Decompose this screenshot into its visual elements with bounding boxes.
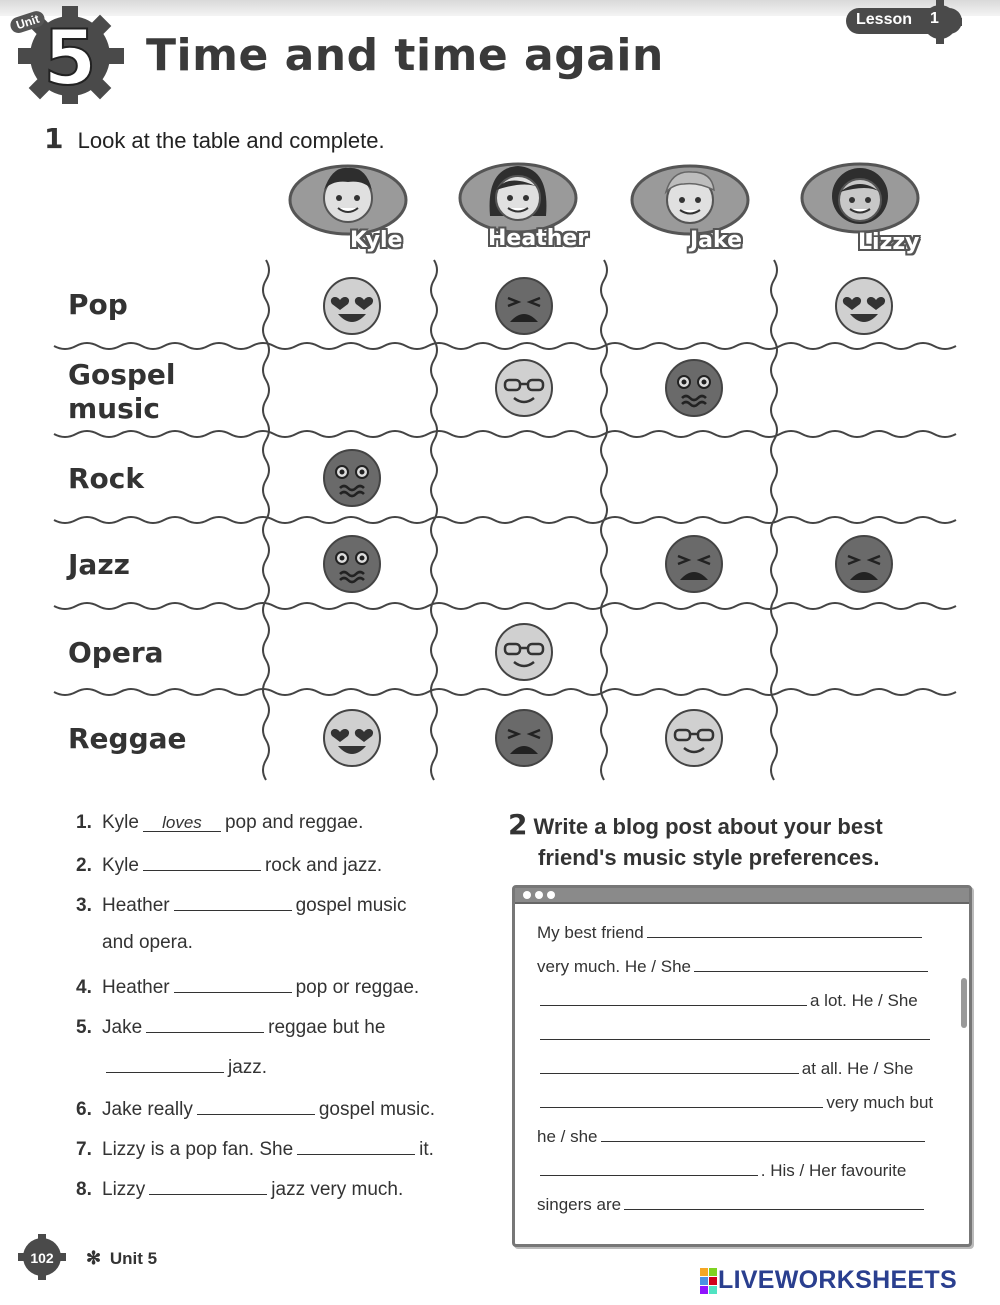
emoji-like-icon bbox=[494, 622, 554, 682]
emoji-dislike-icon bbox=[322, 448, 382, 508]
blog-blank[interactable] bbox=[694, 956, 928, 972]
sentence-number: 3. bbox=[76, 895, 92, 916]
sentence-7 bbox=[76, 1054, 267, 1079]
sentence-9 bbox=[76, 1136, 434, 1161]
lesson-number: 1 bbox=[930, 10, 939, 27]
unit-label: Unit bbox=[8, 9, 47, 35]
sentence-3 bbox=[76, 892, 407, 917]
answer-blank[interactable] bbox=[174, 892, 292, 911]
sentence-text: Lizzy bbox=[102, 1179, 146, 1200]
answer-blank[interactable] bbox=[174, 974, 292, 993]
blog-text: very much but bbox=[826, 1093, 934, 1112]
exercise1-instruction bbox=[44, 122, 385, 155]
sentence-text: pop and reggae. bbox=[224, 812, 364, 833]
blog-text: a lot. He / She bbox=[810, 991, 918, 1010]
emoji-hate-icon bbox=[664, 534, 724, 594]
blog-blank[interactable] bbox=[540, 990, 807, 1006]
sentence-4 bbox=[76, 932, 193, 954]
row-label-reggae: Reggae bbox=[68, 722, 187, 755]
exercise1-number: 1 bbox=[44, 122, 64, 155]
sentence-text: Jake really bbox=[102, 1099, 193, 1120]
blog-title-bar bbox=[515, 888, 969, 904]
sentence-text: it. bbox=[419, 1139, 434, 1160]
liveworksheets-logo-icon bbox=[700, 1266, 718, 1298]
blog-blank[interactable] bbox=[540, 1058, 799, 1074]
maximize-dot-icon bbox=[547, 891, 555, 899]
footer-unit bbox=[86, 1248, 157, 1269]
row-label-pop: Pop bbox=[68, 288, 128, 321]
sentence-text: and opera. bbox=[102, 932, 193, 953]
sentence-number: 6. bbox=[76, 1099, 92, 1120]
blog-line-5 bbox=[537, 1058, 913, 1079]
blog-scrollbar[interactable] bbox=[961, 978, 967, 1028]
sentence-text: gospel music. bbox=[318, 1099, 435, 1120]
sentence-number: 7. bbox=[76, 1139, 92, 1160]
blog-line-7 bbox=[537, 1126, 928, 1147]
blog-line-3 bbox=[537, 990, 918, 1011]
blog-line-9 bbox=[537, 1194, 927, 1215]
sentence-number: 4. bbox=[76, 977, 92, 998]
sentence-text: jazz very much. bbox=[271, 1179, 404, 1200]
sentence-text: Lizzy is a pop fan. She bbox=[102, 1139, 294, 1160]
sentence-text: Heather bbox=[102, 895, 170, 916]
exercise2-instruction bbox=[508, 808, 883, 873]
exercise2-line1: Write a blog post about your best bbox=[533, 814, 883, 839]
grid-row-divider bbox=[54, 517, 956, 523]
blog-blank[interactable] bbox=[624, 1194, 924, 1210]
blog-text: at all. He / She bbox=[801, 1059, 914, 1078]
exercise1-text: Look at the table and complete. bbox=[77, 128, 385, 153]
grid-column-divider bbox=[431, 260, 437, 780]
blog-line-4 bbox=[537, 1024, 933, 1045]
emoji-love-icon bbox=[322, 708, 382, 768]
exercise2-line2: friend's music style preferences. bbox=[538, 845, 880, 870]
grid-column-divider bbox=[263, 260, 269, 780]
sentence-text: jazz. bbox=[228, 1057, 268, 1078]
page-number: 102 bbox=[30, 1250, 54, 1266]
grid-row-divider bbox=[54, 689, 956, 695]
blog-text: . His / Her favourite bbox=[760, 1161, 907, 1180]
sentence-10 bbox=[76, 1176, 403, 1201]
sentence-6 bbox=[76, 1014, 385, 1039]
sentence-5 bbox=[76, 974, 419, 999]
sentence-text: Kyle bbox=[102, 855, 139, 876]
sentence-text: pop or reggae. bbox=[295, 977, 420, 998]
minimize-dot-icon bbox=[535, 891, 543, 899]
emoji-dislike-icon bbox=[322, 534, 382, 594]
answer-blank[interactable] bbox=[143, 852, 261, 871]
sentence-text: rock and jazz. bbox=[264, 855, 383, 876]
page-title: Time and time again bbox=[146, 30, 664, 81]
grid-row-divider bbox=[54, 431, 956, 437]
kyle-name: Kyle bbox=[350, 228, 403, 253]
sentence-number: 5. bbox=[76, 1017, 92, 1038]
blog-blank[interactable] bbox=[540, 1160, 758, 1176]
emoji-hate-icon bbox=[494, 708, 554, 768]
sentence-text: Heather bbox=[102, 977, 170, 998]
emoji-hate-icon bbox=[494, 276, 554, 336]
footer-unit-text: Unit 5 bbox=[109, 1249, 158, 1268]
emoji-love-icon bbox=[322, 276, 382, 336]
blog-text: he / she bbox=[537, 1127, 598, 1146]
lizzy-name: Lizzy bbox=[858, 230, 920, 255]
blog-line-8 bbox=[537, 1160, 906, 1181]
sentence-number: 8. bbox=[76, 1179, 92, 1200]
lesson-label: Lesson bbox=[856, 11, 913, 28]
blog-text: singers are bbox=[537, 1195, 622, 1214]
blog-text: My best friend bbox=[537, 923, 644, 942]
blog-blank[interactable] bbox=[647, 922, 922, 938]
sentence-8 bbox=[76, 1096, 435, 1121]
sentence-number: 1. bbox=[76, 812, 92, 833]
sentence-text: gospel music bbox=[295, 895, 407, 916]
blog-line-1 bbox=[537, 922, 925, 943]
row-label-jazz: Jazz bbox=[68, 548, 130, 581]
emoji-like-icon bbox=[664, 708, 724, 768]
answer-blank[interactable] bbox=[197, 1096, 315, 1115]
row-label-opera: Opera bbox=[68, 636, 164, 669]
sentence-text: Jake bbox=[102, 1017, 143, 1038]
sentence-text: Kyle bbox=[102, 812, 139, 833]
grid-column-divider bbox=[771, 260, 777, 780]
grid-row-divider bbox=[54, 343, 956, 349]
answer-blank[interactable] bbox=[149, 1176, 267, 1195]
emoji-love-icon bbox=[834, 276, 894, 336]
blog-blank[interactable] bbox=[540, 1092, 823, 1108]
page-number-badge bbox=[16, 1234, 68, 1280]
jake-name: Jake bbox=[690, 228, 742, 253]
unit-number: 5 bbox=[43, 13, 97, 102]
answer-blank[interactable] bbox=[146, 1014, 264, 1033]
sentence-1 bbox=[76, 812, 363, 834]
blog-window bbox=[512, 885, 972, 1247]
blog-line-6 bbox=[537, 1092, 933, 1113]
sentence-number: 2. bbox=[76, 855, 92, 876]
emoji-hate-icon bbox=[834, 534, 894, 594]
answer-blank[interactable] bbox=[297, 1136, 415, 1155]
sentence-text: reggae but he bbox=[268, 1017, 386, 1038]
brand-name[interactable]: LIVEWORKSHEETS bbox=[718, 1266, 957, 1294]
row-label-rock: Rock bbox=[68, 462, 145, 495]
lesson-gear-icon bbox=[916, 0, 964, 46]
exercise2-number: 2 bbox=[508, 808, 528, 841]
grid-row-divider bbox=[54, 603, 956, 609]
close-dot-icon bbox=[523, 891, 531, 899]
gear-icon: ✻ bbox=[86, 1248, 102, 1268]
heather-name: Heather bbox=[488, 226, 589, 251]
answer-blank[interactable] bbox=[106, 1054, 224, 1073]
row-label-gospel-music: Gospel music bbox=[68, 358, 176, 425]
blog-blank[interactable] bbox=[601, 1126, 925, 1142]
blog-text: very much. He / She bbox=[537, 957, 692, 976]
blog-blank[interactable] bbox=[540, 1024, 930, 1040]
emoji-dislike-icon bbox=[664, 358, 724, 418]
blog-line-2 bbox=[537, 956, 931, 977]
answer-blank[interactable]: loves bbox=[143, 813, 221, 832]
sentence-2 bbox=[76, 852, 382, 877]
emoji-like-icon bbox=[494, 358, 554, 418]
